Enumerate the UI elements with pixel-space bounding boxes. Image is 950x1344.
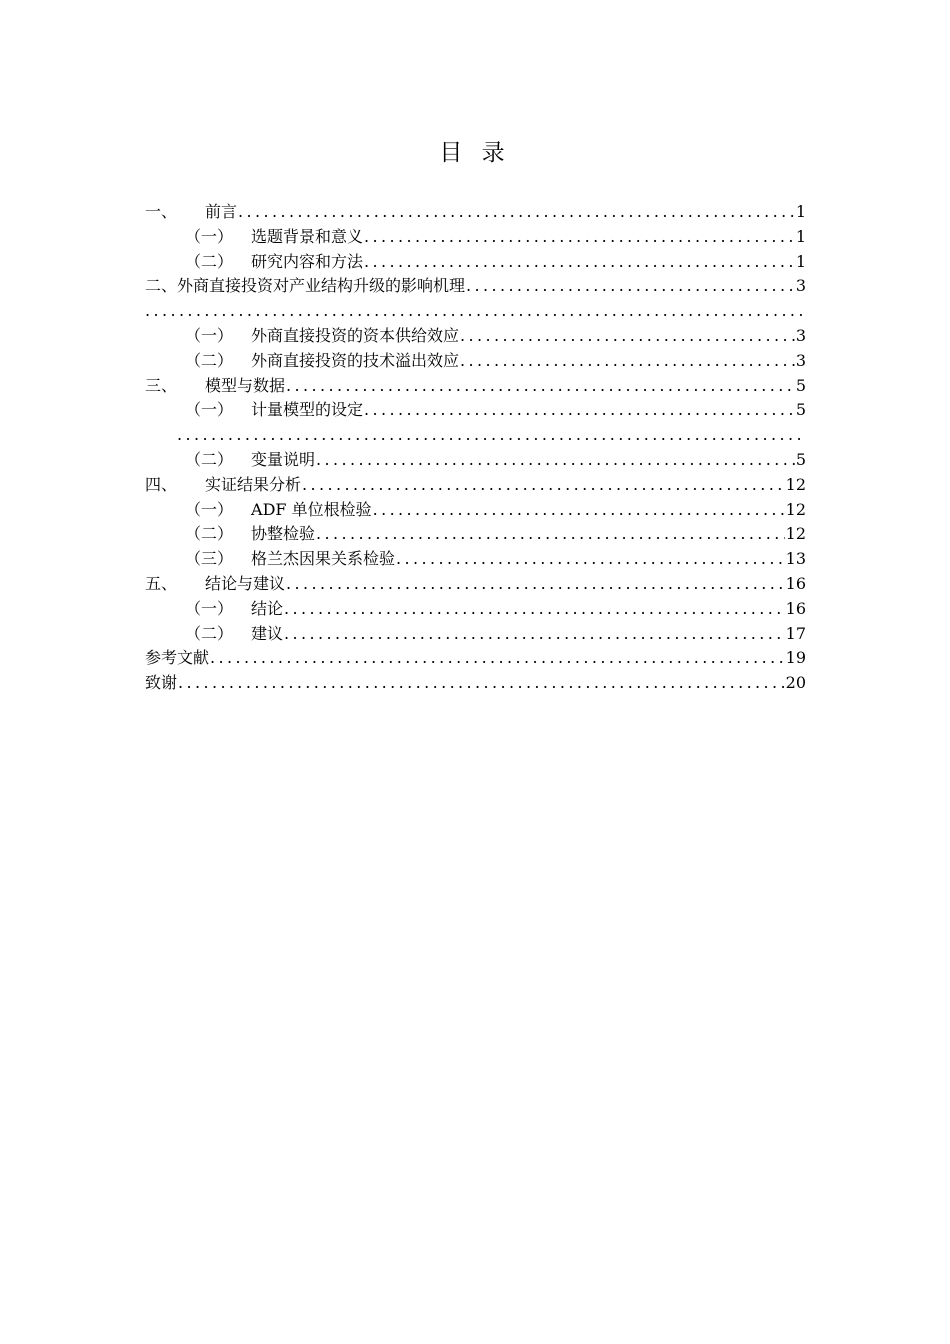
toc-entry-number: （一） bbox=[185, 226, 234, 246]
toc-entry-text bbox=[185, 324, 459, 349]
dot-leader bbox=[286, 572, 785, 597]
dot-leader bbox=[178, 671, 785, 696]
dot-leader bbox=[210, 646, 785, 671]
toc-page-number: 3 bbox=[795, 325, 806, 345]
toc-entry-text bbox=[145, 646, 209, 671]
toc-entry-text bbox=[185, 448, 315, 473]
toc-page-number: 1 bbox=[795, 251, 806, 271]
toc-entry-text bbox=[185, 349, 459, 374]
toc-entry-text bbox=[145, 473, 301, 498]
toc-entry-title: 结论与建议 bbox=[205, 573, 286, 593]
table-of-contents bbox=[145, 200, 806, 696]
toc-entry-number: 三、 bbox=[145, 375, 178, 395]
toc-entry[interactable] bbox=[145, 274, 806, 299]
toc-entry-text bbox=[185, 547, 395, 572]
toc-entry-text bbox=[185, 498, 372, 523]
toc-entry-text bbox=[145, 671, 177, 696]
toc-page-number: 3 bbox=[795, 350, 806, 370]
dot-leader bbox=[466, 274, 795, 299]
toc-entry-number: 四、 bbox=[145, 474, 178, 494]
toc-entry-title: ADF 单位根检验 bbox=[251, 499, 372, 519]
toc-entry-title: 协整检验 bbox=[251, 524, 316, 544]
toc-entry-text bbox=[145, 374, 285, 399]
toc-entry-text bbox=[185, 522, 315, 547]
toc-entry-text bbox=[185, 622, 283, 647]
toc-entry-number: （二） bbox=[185, 350, 234, 370]
toc-entry-text bbox=[185, 597, 283, 622]
toc-entry[interactable] bbox=[145, 522, 806, 547]
toc-page-number: 3 bbox=[795, 276, 806, 296]
toc-entry-number: （三） bbox=[185, 549, 234, 569]
toc-entry[interactable] bbox=[145, 250, 806, 275]
dot-leader bbox=[177, 423, 806, 448]
toc-entry-title: 参考文献 bbox=[145, 648, 210, 668]
toc-entry-title: 外商直接投资的资本供给效应 bbox=[251, 325, 460, 345]
toc-page-number: 16 bbox=[785, 598, 806, 618]
toc-page-number: 13 bbox=[785, 549, 806, 569]
toc-entry-text bbox=[185, 398, 363, 423]
toc-entry[interactable] bbox=[145, 374, 806, 399]
toc-page-number: 5 bbox=[795, 400, 806, 420]
dot-leader bbox=[284, 622, 785, 647]
toc-entry-title: 外商直接投资的技术溢出效应 bbox=[251, 350, 460, 370]
toc-entry-number: 五、 bbox=[145, 573, 178, 593]
toc-entry-number: （一） bbox=[185, 325, 234, 345]
toc-entry[interactable] bbox=[145, 398, 806, 423]
toc-page-number: 20 bbox=[785, 673, 806, 693]
toc-entry[interactable] bbox=[145, 646, 806, 671]
dot-leader bbox=[364, 225, 795, 250]
toc-page-number: 17 bbox=[785, 623, 806, 643]
toc-page-number: 16 bbox=[785, 573, 806, 593]
toc-entry[interactable] bbox=[145, 324, 806, 349]
toc-entry[interactable] bbox=[145, 572, 806, 597]
toc-entry-number: （一） bbox=[185, 400, 234, 420]
toc-entry-number: （二） bbox=[185, 251, 234, 271]
dot-leader bbox=[286, 374, 795, 399]
dot-leader bbox=[364, 398, 795, 423]
toc-entry-title: 变量说明 bbox=[251, 449, 316, 469]
toc-entry[interactable] bbox=[145, 622, 806, 647]
dot-leader bbox=[302, 473, 785, 498]
dot-leader-continuation bbox=[145, 423, 806, 448]
toc-title: 目 录 bbox=[439, 140, 511, 166]
toc-entry-number: （二） bbox=[185, 524, 234, 544]
dot-leader bbox=[284, 597, 785, 622]
toc-page-number: 12 bbox=[785, 474, 806, 494]
toc-page-number: 5 bbox=[795, 449, 806, 469]
toc-entry-title: 结论 bbox=[251, 598, 284, 618]
toc-entry[interactable] bbox=[145, 225, 806, 250]
toc-entry-text bbox=[185, 225, 363, 250]
toc-entry[interactable] bbox=[145, 473, 806, 498]
dot-leader bbox=[460, 324, 795, 349]
toc-entry[interactable] bbox=[145, 671, 806, 696]
dot-leader bbox=[145, 299, 806, 324]
toc-entry-number: （二） bbox=[185, 449, 234, 469]
toc-entry-title: 计量模型的设定 bbox=[251, 400, 364, 420]
toc-entry-number: （二） bbox=[185, 623, 234, 643]
dot-leader bbox=[460, 349, 795, 374]
toc-entry-title: 前言 bbox=[205, 202, 238, 221]
toc-entry[interactable] bbox=[145, 448, 806, 473]
toc-entry-text bbox=[185, 250, 363, 275]
toc-page-number: 1 bbox=[795, 202, 806, 221]
toc-entry[interactable] bbox=[145, 349, 806, 374]
dot-leader bbox=[396, 547, 785, 572]
dot-leader bbox=[238, 200, 795, 225]
dot-leader bbox=[316, 522, 785, 547]
toc-page-number: 12 bbox=[785, 499, 806, 519]
toc-entry-title: 格兰杰因果关系检验 bbox=[251, 549, 396, 569]
dot-leader bbox=[364, 250, 795, 275]
toc-entry[interactable] bbox=[145, 597, 806, 622]
toc-entry-text bbox=[145, 572, 285, 597]
toc-entry-title: 模型与数据 bbox=[205, 375, 286, 395]
toc-page-number: 12 bbox=[785, 524, 806, 544]
dot-leader bbox=[373, 498, 785, 523]
toc-entry-number: 一、 bbox=[145, 202, 178, 221]
toc-entry-title: 选题背景和意义 bbox=[251, 226, 364, 246]
toc-entry[interactable] bbox=[145, 200, 806, 225]
toc-entry-title: 二、外商直接投资对产业结构升级的影响机理 bbox=[145, 276, 466, 296]
toc-page-number: 5 bbox=[795, 375, 806, 395]
toc-entry-title: 实证结果分析 bbox=[205, 474, 302, 494]
dot-leader-continuation bbox=[145, 299, 806, 324]
toc-entry-number: （一） bbox=[185, 598, 234, 618]
toc-entry-title: 研究内容和方法 bbox=[251, 251, 364, 271]
toc-entry-text bbox=[145, 274, 465, 299]
toc-entry-text bbox=[145, 200, 237, 225]
toc-page-number: 1 bbox=[795, 226, 806, 246]
toc-entry-title: 致谢 bbox=[145, 673, 178, 693]
toc-entry[interactable] bbox=[145, 547, 806, 572]
dot-leader bbox=[316, 448, 795, 473]
toc-page-number: 19 bbox=[785, 648, 806, 668]
toc-entry-title: 建议 bbox=[251, 623, 284, 643]
toc-entry[interactable] bbox=[145, 498, 806, 523]
toc-entry-number: （一） bbox=[185, 499, 234, 519]
